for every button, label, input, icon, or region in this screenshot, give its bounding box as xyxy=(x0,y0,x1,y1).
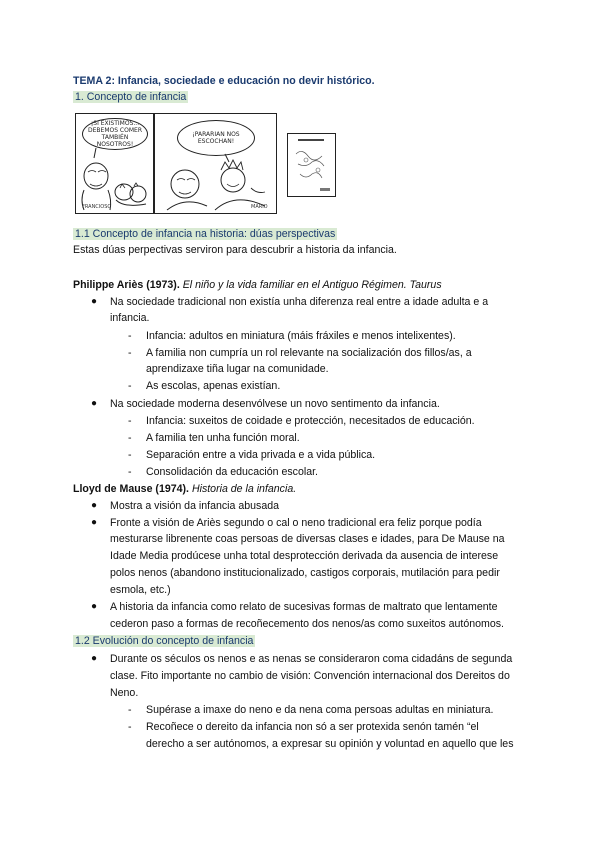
aries-dash-1: Infancia: adultos en miniatura (máis fráxiles e menos intelixentes). xyxy=(146,330,456,342)
bullet-marker: ● xyxy=(91,500,98,511)
intro-paragraph: Estas dúas perpectivas serviron para descubrir a historia da infancia. xyxy=(73,244,397,256)
mause-bullet-1: Mostra a visión da infancia abusada xyxy=(110,500,280,512)
comic-signature-1: FRANCIOSO xyxy=(82,204,112,210)
comic-panel-1 xyxy=(75,113,154,214)
dash-marker: - xyxy=(128,415,132,427)
aries-dash-3: As escolas, apenas existían. xyxy=(146,380,281,392)
dash-marker: - xyxy=(128,330,132,342)
section-heading-1 xyxy=(73,89,188,105)
dash-marker: - xyxy=(128,347,132,359)
dash-marker: - xyxy=(128,449,132,461)
evolucion-dash-1: Supérase a imaxe do neno e da nena coma persoas adultas en miniatura. xyxy=(146,704,494,716)
comic-drawing-1 xyxy=(76,114,153,213)
dash-marker: - xyxy=(128,432,132,444)
aries-dash-7: Consolidación da educación escolar. xyxy=(146,466,318,478)
mause-bullet-2-line-1: Fronte a visión de Ariès segundo o cal o neno tradicional era feliz porque podía xyxy=(110,517,482,529)
aries-dash-6: Separación entre a vida privada e a vida pública. xyxy=(146,449,376,461)
book-cover-drawing xyxy=(288,134,335,196)
aries-work: El niño y la vida familiar en el Antiguo Régimen. Taurus xyxy=(182,279,442,291)
evolucion-dash-2-line-2: derecho a ser autónomos, a expresar su opinión y voluntad en aquello que les xyxy=(146,738,514,750)
aries-dash-2-line-2: aprendizaxe tiña lugar na comunidade. xyxy=(146,363,329,375)
bullet-marker: ● xyxy=(91,398,98,409)
aries-dash-4: Infancia: suxeitos de coidade e protección, necesitados de educación. xyxy=(146,415,475,427)
mause-author: Lloyd de Mause (1974). xyxy=(73,483,189,495)
comic-drawing-2 xyxy=(155,114,276,213)
section-heading-1-text: 1. Concepto de infancia xyxy=(75,91,187,103)
section-heading-1-1 xyxy=(73,226,337,242)
comic-signature-2: MARIO xyxy=(251,204,268,210)
mause-bullet-2-line-5: esmola, etc.) xyxy=(110,584,171,596)
mause-bullet-2-line-4: polos nenos (abandono institucionalizado, castigos corporais, mutilación para pedir xyxy=(110,567,500,579)
bullet-marker: ● xyxy=(91,653,98,664)
mause-bullet-3-line-2: cederon paso a formas de recoñecemento dos nenos/as como suxeitos autónomos. xyxy=(110,618,504,630)
dash-marker: - xyxy=(128,704,132,716)
mause-work: Historia de la infancia. xyxy=(191,483,297,495)
comic-panel-2 xyxy=(154,113,277,214)
bullet-marker: ● xyxy=(91,517,98,528)
dash-marker: - xyxy=(128,380,132,392)
aries-bullet-1-line-1: Na sociedade tradicional non existía unha diferenza real entre a idade adulta e a xyxy=(110,296,489,308)
evolucion-dash-2-line-1: Recoñece o dereito da infancia non só a ser protexida senón tamén “el xyxy=(146,721,479,733)
section-heading-1-2 xyxy=(73,633,255,649)
speech-bubble-2: ¡PARARIAN NOS ESCOCHAN! xyxy=(177,120,255,156)
dash-marker: - xyxy=(128,466,132,478)
mause-bullet-3-line-1: A historia da infancia como relato de sucesivas formas de maltrato que lentamente xyxy=(110,601,498,613)
mause-reference xyxy=(73,481,296,497)
aries-dash-5: A familia ten unha función moral. xyxy=(146,432,300,444)
doc-title: TEMA 2: Infancia, sociedade e educación no devir histórico. xyxy=(73,75,375,87)
evolucion-bullet-1-line-2: clase. Fito importante no cambio de visión: Convención internacional dos Dereitos do xyxy=(110,670,510,682)
evolucion-bullet-1-line-3: Neno. xyxy=(110,687,139,699)
aries-bullet-2: Na sociedade moderna desenvólvese un novo sentimento da infancia. xyxy=(110,398,440,410)
mause-bullet-2-line-3: Idade Media prodúcese unha total desprotección derivada da ausencia de interese xyxy=(110,550,499,562)
speech-bubble-1: ¡SI EXISTIMOS... DEBEMOS COMER TAMBIÉN NOSOTROS! xyxy=(82,118,148,150)
evolucion-bullet-1-line-1: Durante os séculos os nenos e as nenas se consideraron coma cidadáns de segunda xyxy=(110,653,513,665)
aries-bullet-1-line-2: infancia. xyxy=(110,312,150,324)
section-heading-1-1-text: 1.1 Concepto de infancia na historia: dúas perspectivas xyxy=(75,228,336,240)
book-cover-image xyxy=(287,133,336,197)
bullet-marker: ● xyxy=(91,296,98,307)
aries-author: Philippe Ariès (1973). xyxy=(73,279,180,291)
dash-marker: - xyxy=(128,721,132,733)
aries-dash-2-line-1: A familia non cumpría un rol relevante na socialización dos fillos/as, a xyxy=(146,347,472,359)
mause-bullet-2-line-2: mesturarse librenente coas persoas de diversas clases e idades, para De Mause na xyxy=(110,533,505,545)
aries-reference xyxy=(73,277,442,293)
section-heading-1-2-text: 1.2 Evolución do concepto de infancia xyxy=(75,635,254,647)
bullet-marker: ● xyxy=(91,601,98,612)
